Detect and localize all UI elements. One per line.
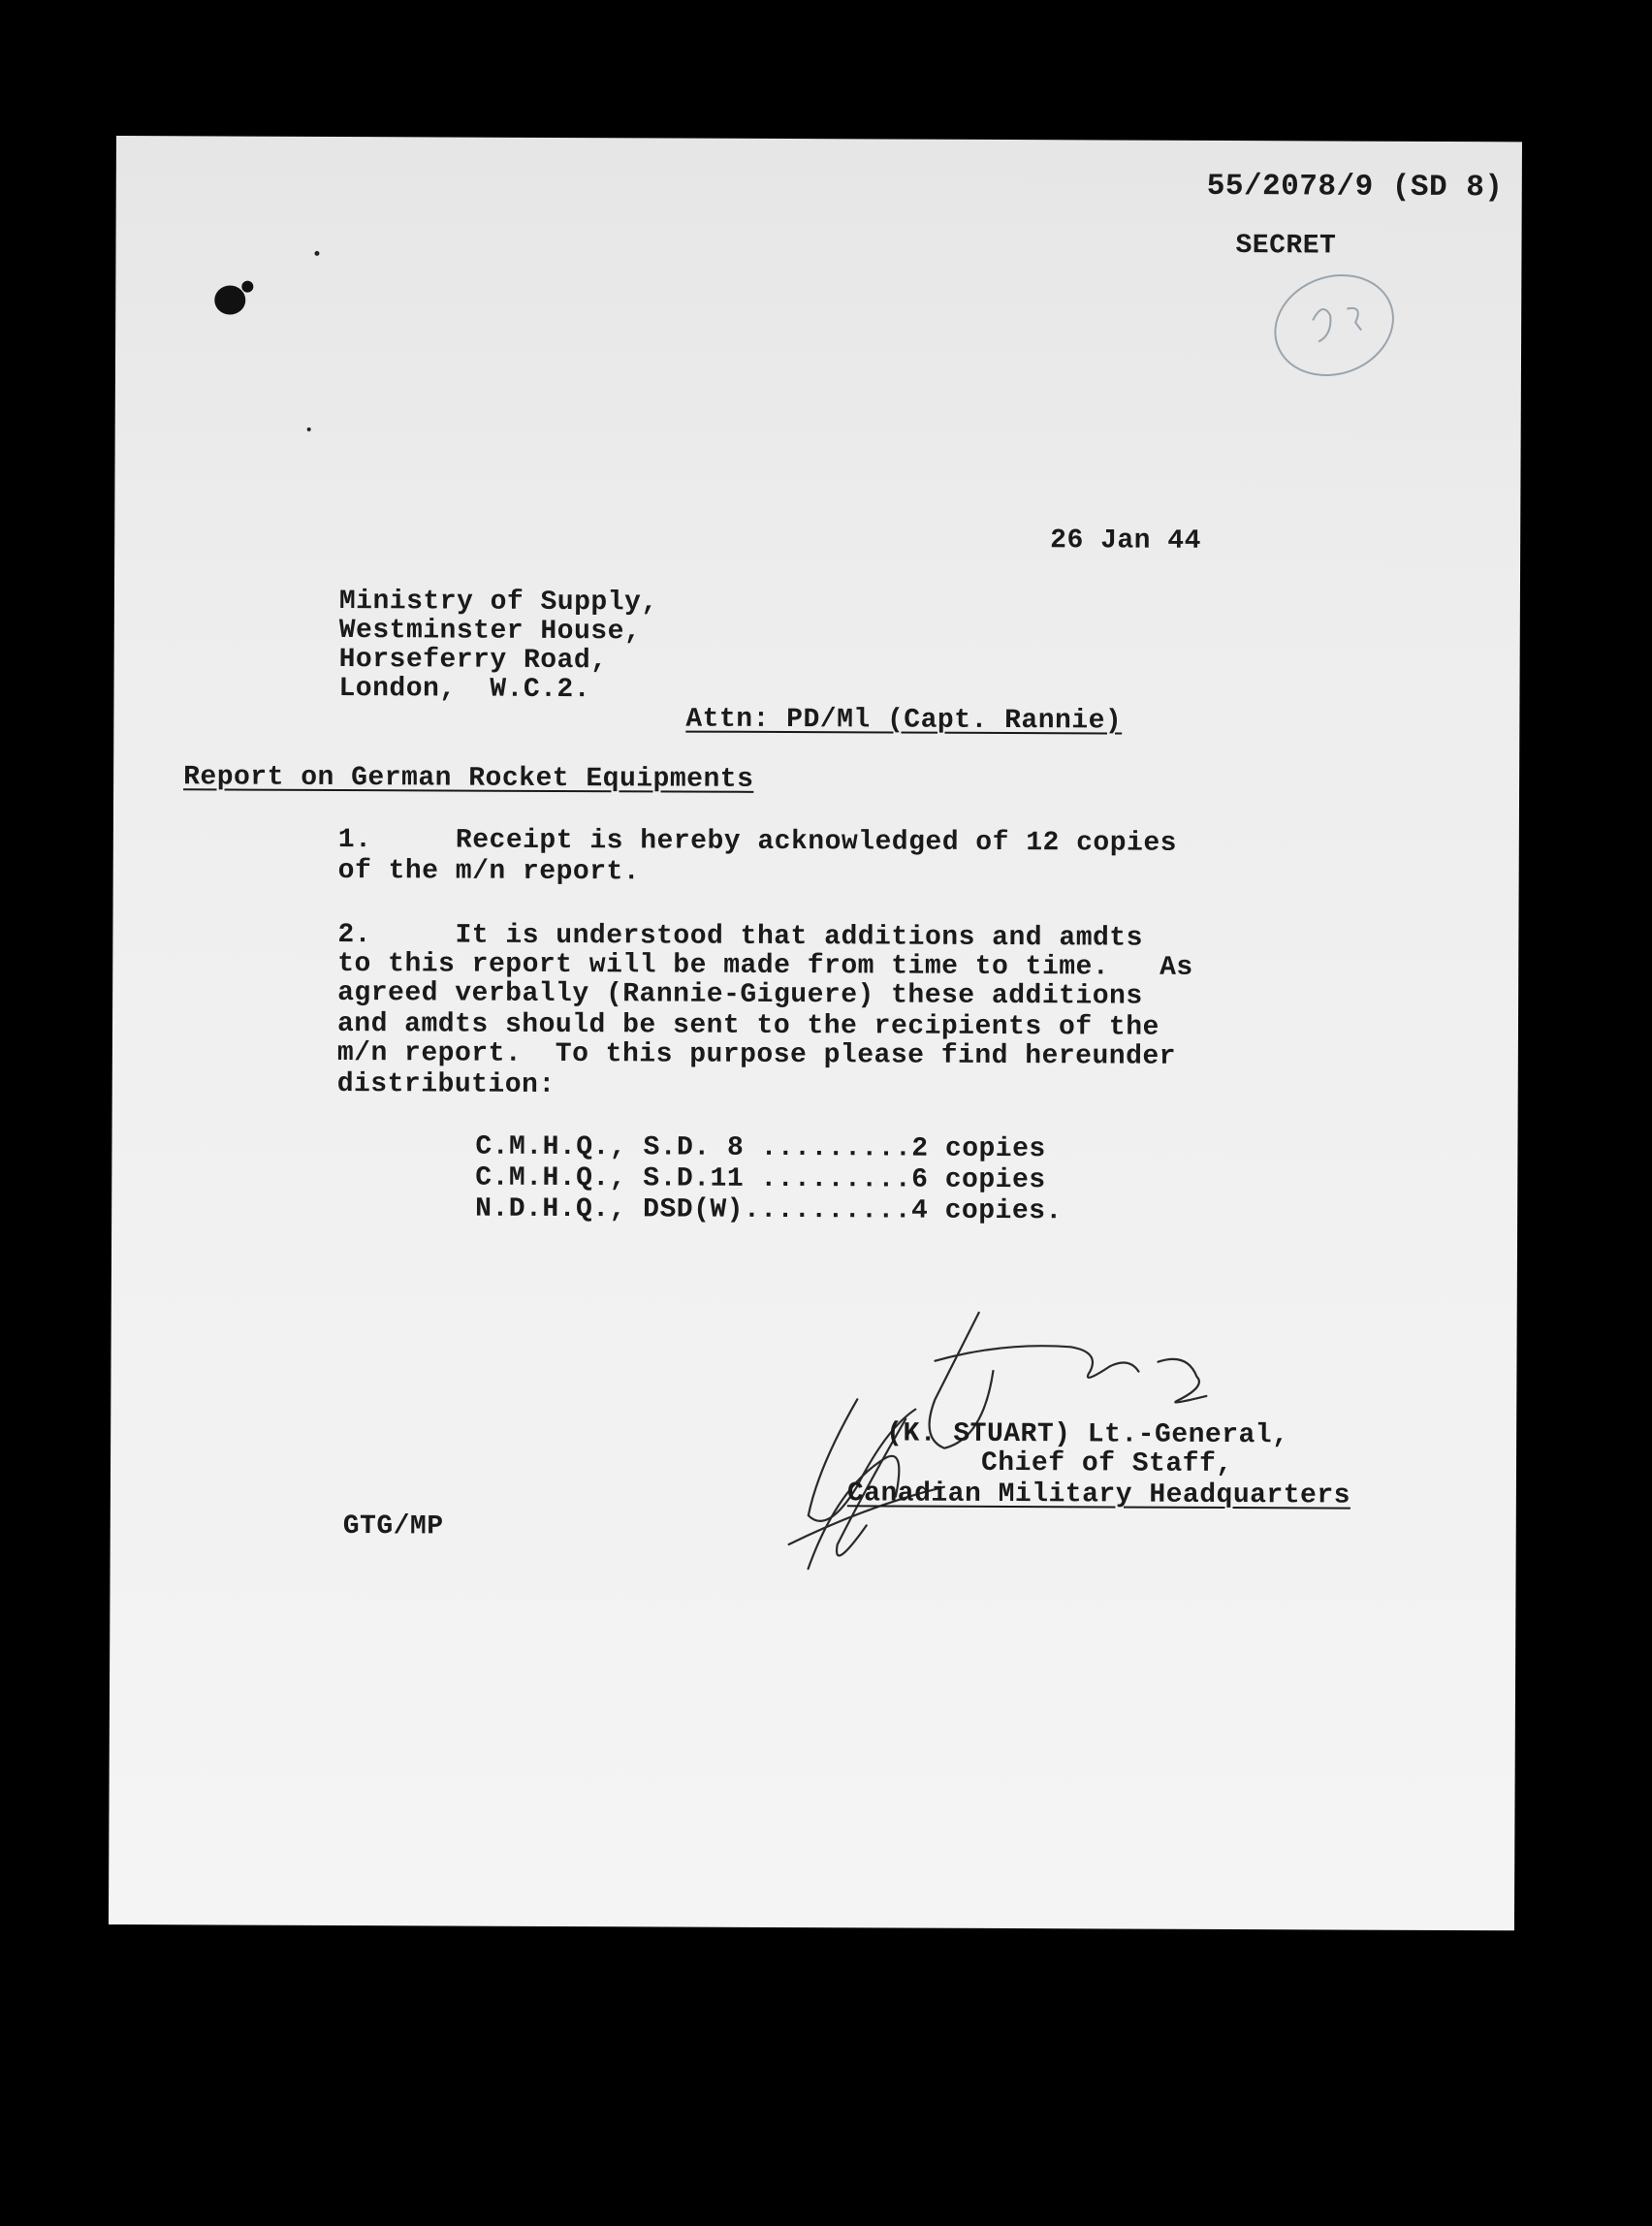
paragraph-line: to this report will be made from time to time. As — [337, 949, 1193, 983]
file-reference: 55/2078/9 (SD 8) — [1206, 169, 1504, 206]
signatory-organization: Canadian Military Headquarters — [846, 1479, 1351, 1511]
speck-mark — [314, 251, 319, 256]
speck-mark — [307, 428, 311, 431]
classification-label: SECRET — [1235, 231, 1337, 262]
ink-blot-mark — [212, 276, 255, 319]
address-line: London, W.C.2. — [338, 674, 591, 706]
distribution-item: N.D.H.Q., DSD(W)..........4 copies. — [475, 1193, 1063, 1227]
paragraph-line: of the m/n report. — [337, 856, 641, 888]
letter-date: 26 Jan 44 — [1050, 525, 1201, 556]
paragraph-line: agreed verbally (Rannie-Giguere) these additions — [337, 978, 1143, 1012]
document-page — [109, 136, 1522, 1930]
pencil-circle-annotation — [1255, 262, 1411, 389]
signatory-name: (K. STUART) Lt.-General, — [886, 1418, 1289, 1451]
subject-heading: Report on German Rocket Equipments — [183, 762, 754, 795]
paragraph-line: and amdts should be sent to the recipients of the — [336, 1009, 1160, 1043]
paragraph-line: m/n report. To this purpose please find hereunder — [336, 1038, 1177, 1072]
address-line: Ministry of Supply, — [338, 587, 658, 619]
paragraph-line: distribution: — [336, 1069, 556, 1100]
address-line: Westminster House, — [338, 616, 642, 648]
signatory-title: Chief of Staff, — [980, 1447, 1233, 1480]
reference-initials: GTG/MP — [342, 1511, 444, 1542]
paragraph-line: 2. It is understood that additions and amdts — [337, 920, 1143, 954]
attention-line: Attn: PD/Ml (Capt. Rannie) — [685, 704, 1123, 737]
distribution-item: C.M.H.Q., S.D.11 .........6 copies — [475, 1162, 1046, 1196]
address-line: Horseferry Road, — [338, 645, 608, 677]
distribution-item: C.M.H.Q., S.D. 8 .........2 copies — [475, 1131, 1046, 1165]
paragraph-line: 1. Receipt is hereby acknowledged of 12 copies — [337, 825, 1178, 859]
